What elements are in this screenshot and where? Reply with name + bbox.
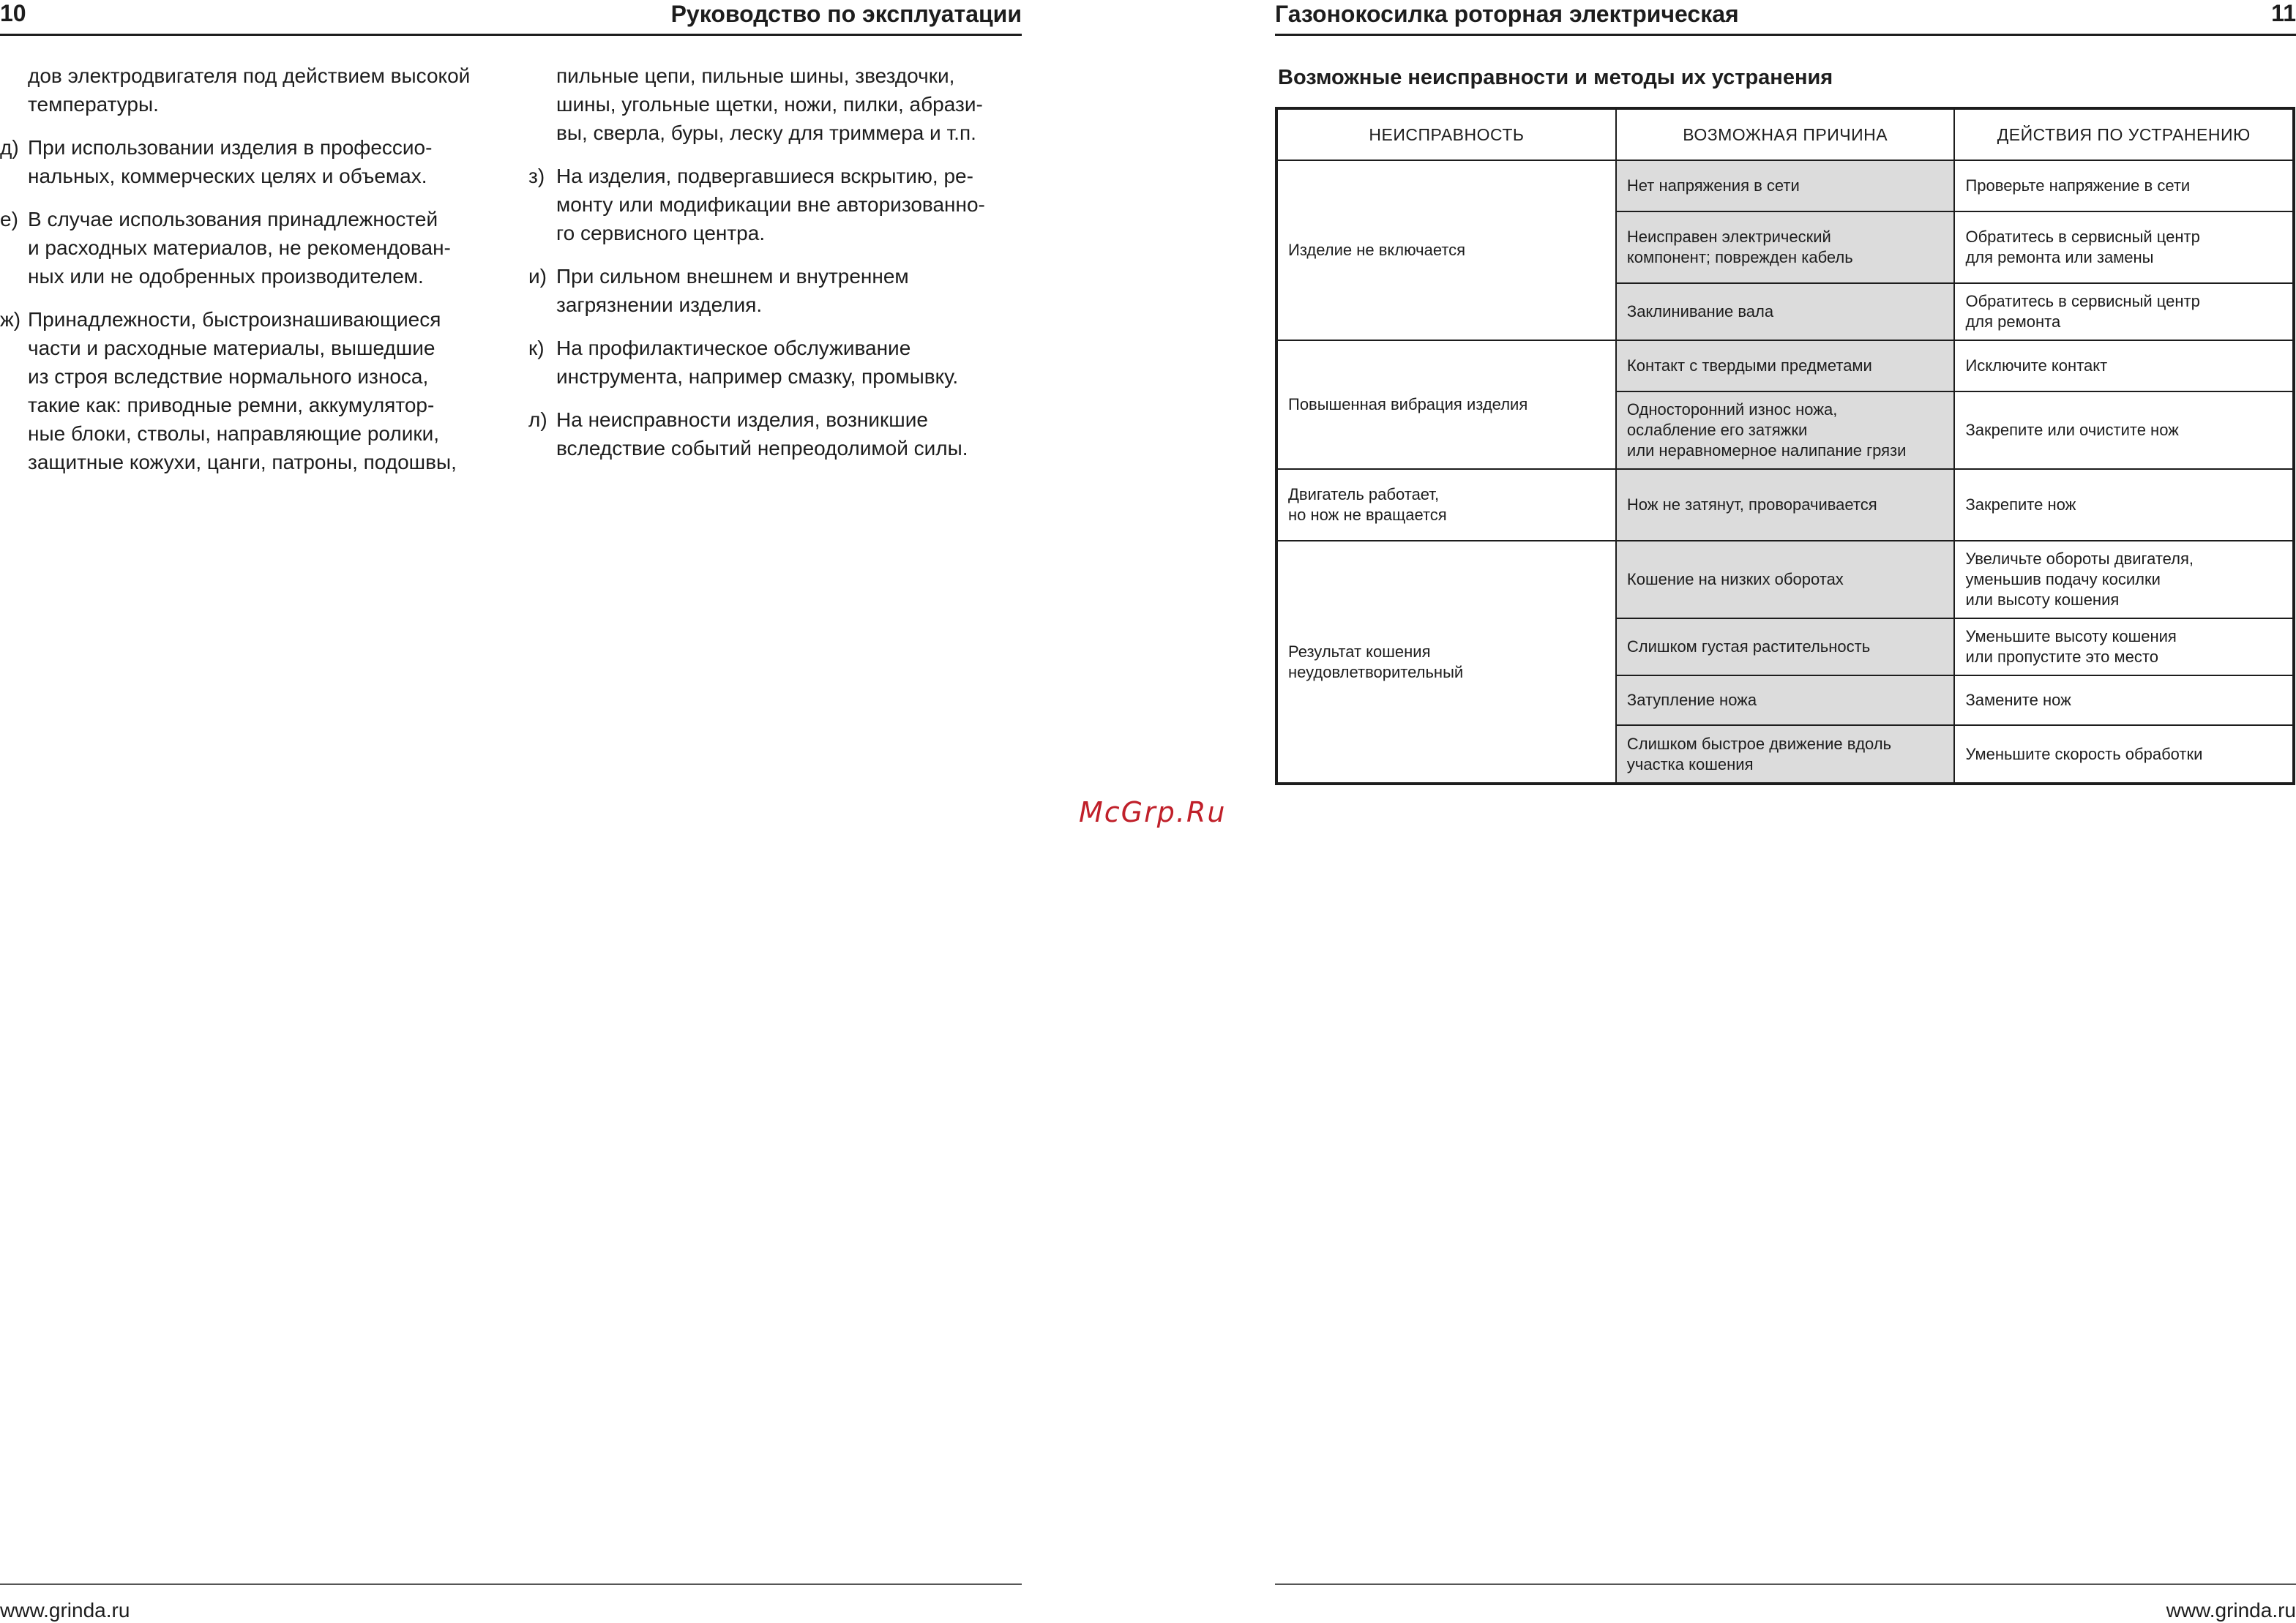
text-line: Слишком быстрое движение вдоль [1626,734,1892,753]
text-line: На неисправности изделия, возникшие [556,408,928,431]
text-column-1 [0,61,493,491]
text-line: Результат кошения [1288,642,1431,661]
text-line: для ремонта или замены [1965,248,2154,266]
text-line: Закрепите нож [1965,495,2076,514]
text-line: Принадлежности, быстроизнашивающиеся [28,308,441,331]
text-line: неудовлетворительный [1288,662,1464,681]
list-marker: ж) [0,308,21,331]
text-line: Повышенная вибрация изделия [1288,395,1528,413]
action-cell [1954,675,2294,725]
list-marker: д) [0,136,19,159]
cause-cell [1616,340,1955,391]
column-header-fault: НЕИСПРАВНОСТЬ [1276,108,1616,160]
text-line: Изделие не включается [1288,241,1466,259]
text-line: пильные цепи, пильные шины, звездочки, [556,64,955,87]
text-line: загрязнении изделия. [556,293,763,316]
list-item [528,162,1022,247]
column-header-action: ДЕЙСТВИЯ ПО УСТРАНЕНИЮ [1954,108,2294,160]
list-item [0,305,493,476]
text-line: Уменьшите скорость обработки [1965,744,2203,763]
text-line: Неисправен электрический [1626,228,1831,246]
text-line: монту или модификации вне авторизованно- [556,193,985,216]
list-item [528,334,1022,391]
action-cell [1954,160,2294,211]
table-header-row [1276,108,2294,160]
text-line: ные блоки, стволы, направляющие ролики, [28,422,440,445]
list-item [0,133,493,190]
cause-cell [1616,675,1955,725]
action-cell [1954,618,2294,675]
text-line: части и расходные материалы, вышедшие [28,337,435,359]
text-line: компонент; поврежден кабель [1626,248,1853,266]
list-marker: к) [528,337,545,359]
table-row [1276,541,2294,618]
running-title: Руководство по эксплуатации [670,1,1022,27]
text-line: шины, угольные щетки, ножи, пилки, абрази- [556,93,983,116]
text-line: дов электродвигателя под действием высокой [28,64,471,87]
text-line: На профилактическое обслуживание [556,337,911,359]
text-line: Контакт с твердыми предметами [1626,356,1872,375]
list-item [528,262,1022,319]
text-line: вы, сверла, буры, леску для триммера и т.п. [556,121,976,144]
text-line: Затупление ножа [1626,691,1757,709]
text-line: Проверьте напряжение в сети [1965,176,2191,195]
action-cell [1954,541,2294,618]
cause-cell [1616,618,1955,675]
text-line: го сервисного центра. [556,222,766,244]
footer-url-link[interactable]: www.grinda.ru [0,1599,130,1622]
text-line: Уменьшите высоту кошения [1965,627,2177,645]
troubleshooting-table [1275,107,2295,785]
text-line: Исключите контакт [1965,356,2108,375]
text-line: инструмента, например смазку, промывку. [556,365,959,388]
text-line: На изделия, подвергавшиеся вскрытию, ре- [556,165,973,187]
text-line: или неравномерное налипание грязи [1626,441,1907,460]
text-line: ных или не одобренных производителем. [28,265,424,288]
text-column-2 [528,61,1022,477]
text-line: из строя вследствие нормального износа, [28,365,429,388]
text-line: Замените нож [1965,691,2071,709]
action-cell [1954,340,2294,391]
text-line: Заклинивание вала [1626,302,1774,321]
list-marker: и) [528,265,547,288]
text-line: При использовании изделия в профессио- [28,136,433,159]
list-item [0,205,493,291]
text-line: нальных, коммерческих целях и объемах. [28,165,427,187]
column-header-cause: ВОЗМОЖНАЯ ПРИЧИНА [1616,108,1955,160]
fault-cell [1276,469,1616,541]
footer-divider [0,1583,1022,1585]
text-line: Кошение на низких оборотах [1626,570,1844,588]
text-line: и расходных материалов, не рекомендован- [28,236,451,259]
right-page-header [1275,0,2296,36]
text-line: вследствие событий непреодолимой силы. [556,437,968,460]
list-marker: л) [528,408,547,431]
text-line: Односторонний износ ножа, [1626,400,1838,419]
text-line: Двигатель работает, [1288,485,1440,503]
action-cell [1954,469,2294,541]
right-page [1275,0,2296,1623]
text-line: защитные кожухи, цанги, патроны, подошвы, [28,451,457,473]
page-number: 11 [2271,0,2296,26]
cause-cell [1616,160,1955,211]
cause-cell [1616,469,1955,541]
list-marker: е) [0,208,18,230]
cause-cell [1616,541,1955,618]
text-line: Обратитесь в сервисный центр [1965,292,2200,310]
text-line: уменьшив подачу косилки [1965,570,2161,588]
text-line: ослабление его затяжки [1626,421,1808,439]
text-line: Закрепите или очистите нож [1965,421,2179,439]
text-line: При сильном внешнем и внутреннем [556,265,909,288]
footer-divider [1275,1583,2296,1585]
cause-cell [1616,283,1955,340]
action-cell [1954,211,2294,283]
table-row [1276,160,2294,211]
running-title: Газонокосилка роторная электрическая [1275,1,1739,27]
continuation-paragraph [0,61,493,119]
left-page [0,0,1025,1623]
cause-cell [1616,391,1955,469]
text-line: для ремонта [1965,312,2061,331]
fault-cell [1276,541,1616,784]
text-line: Увеличьте обороты двигателя, [1965,550,2194,568]
text-line: Слишком густая растительность [1626,637,1871,656]
table-row [1276,340,2294,391]
text-line: В случае использования принадлежностей [28,208,438,230]
list-item [528,405,1022,462]
text-line: участка кошения [1626,754,1754,773]
left-page-header [0,0,1022,36]
continuation-paragraph [528,61,1022,147]
footer-url-link[interactable]: www.grinda.ru [2166,1599,2296,1622]
action-cell [1954,725,2294,784]
watermark: McGrp.Ru [1079,796,1227,828]
fault-cell [1276,340,1616,469]
page-number: 10 [0,0,26,26]
cause-cell [1616,211,1955,283]
action-cell [1954,283,2294,340]
text-line: но нож не вращается [1288,506,1447,524]
section-title: Возможные неисправности и методы их устранения [1278,66,1833,89]
text-line: Нет напряжения в сети [1626,176,1800,195]
text-line: или высоту кошения [1965,591,2120,609]
text-line: такие как: приводные ремни, аккумулятор- [28,394,435,416]
text-line: или пропустите это место [1965,648,2158,666]
cause-cell [1616,725,1955,784]
text-line: Нож не затянут, проворачивается [1626,495,1877,514]
action-cell [1954,391,2294,469]
fault-cell [1276,160,1616,340]
table-row [1276,469,2294,541]
text-line: Обратитесь в сервисный центр [1965,228,2200,246]
list-marker: з) [528,165,545,187]
text-line: температуры. [28,93,159,116]
